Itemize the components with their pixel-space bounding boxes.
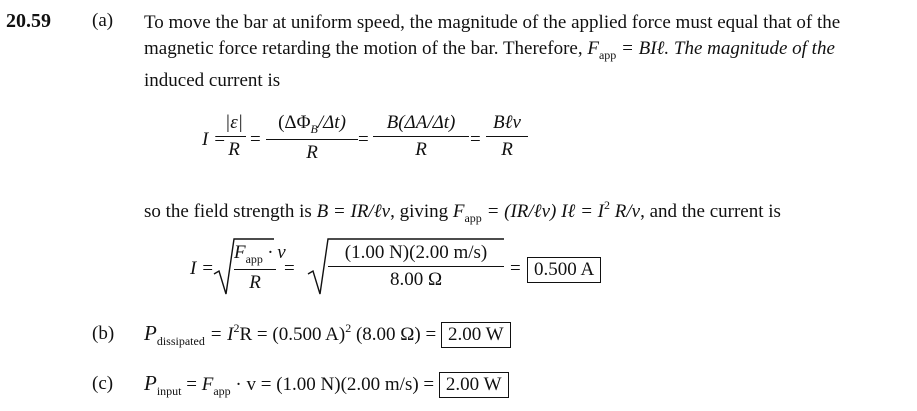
eq1-frac2: $(\Delta\Phi_B/\Delta t)$ R [266, 112, 358, 164]
eq2-lhs: I = [190, 258, 214, 279]
eq2-equals2: = [510, 258, 521, 279]
eq2-result: 0.500 A [527, 257, 601, 283]
eq1-frac3: B(ΔA/Δt) R [373, 112, 469, 161]
part-b-equation: $P_{dissipated} = I^2R = (0.500$ A)$^2$ (8.00 Ω) = 2.00 W [144, 321, 511, 349]
eq1-equals2: = [358, 129, 369, 150]
eq2-radicand1: $F_{app} \cdot v$ R [234, 242, 286, 293]
problem-number: 20.59 [6, 10, 51, 32]
eq1-equals3: = [470, 129, 481, 150]
eq1-lhs: I = [202, 129, 226, 150]
part-c-equation: $P_{input} = F_{app} \cdot v = (1.00$ N)(2.00 m/s) = 2.00 W [144, 371, 509, 399]
part-a-line2: magnetic force retarding the motion of the bar. Therefore, $F_{app}$ = BIℓ. The magnitude of the [144, 38, 835, 62]
part-a-line3: induced current is [144, 70, 281, 91]
part-c-result: 2.00 W [439, 372, 509, 398]
eq1-equals1: = [250, 129, 261, 150]
part-b-label: (b) [92, 323, 115, 344]
eq2-radicand2: (1.00 N)(2.00 m/s) 8.00 Ω [328, 242, 504, 291]
field-strength-line: so the field strength is B = IR/ℓv, giving $F_{app}$ = (IR/ℓv) Iℓ = $I^2$ R/v, and the current is [144, 198, 781, 225]
part-c-label: (c) [92, 373, 114, 394]
part-a-label: (a) [92, 10, 114, 31]
part-a-line1: To move the bar at uniform speed, the magnitude of the applied force must equal that of the [144, 12, 841, 33]
part-a-paragraph [144, 10, 840, 94]
eq1-frac1: |ε| R [222, 112, 246, 161]
part-b-result: 2.00 W [441, 322, 511, 348]
eq1-frac4: Bℓv R [486, 112, 528, 161]
eq2-equals1: = [284, 258, 295, 279]
